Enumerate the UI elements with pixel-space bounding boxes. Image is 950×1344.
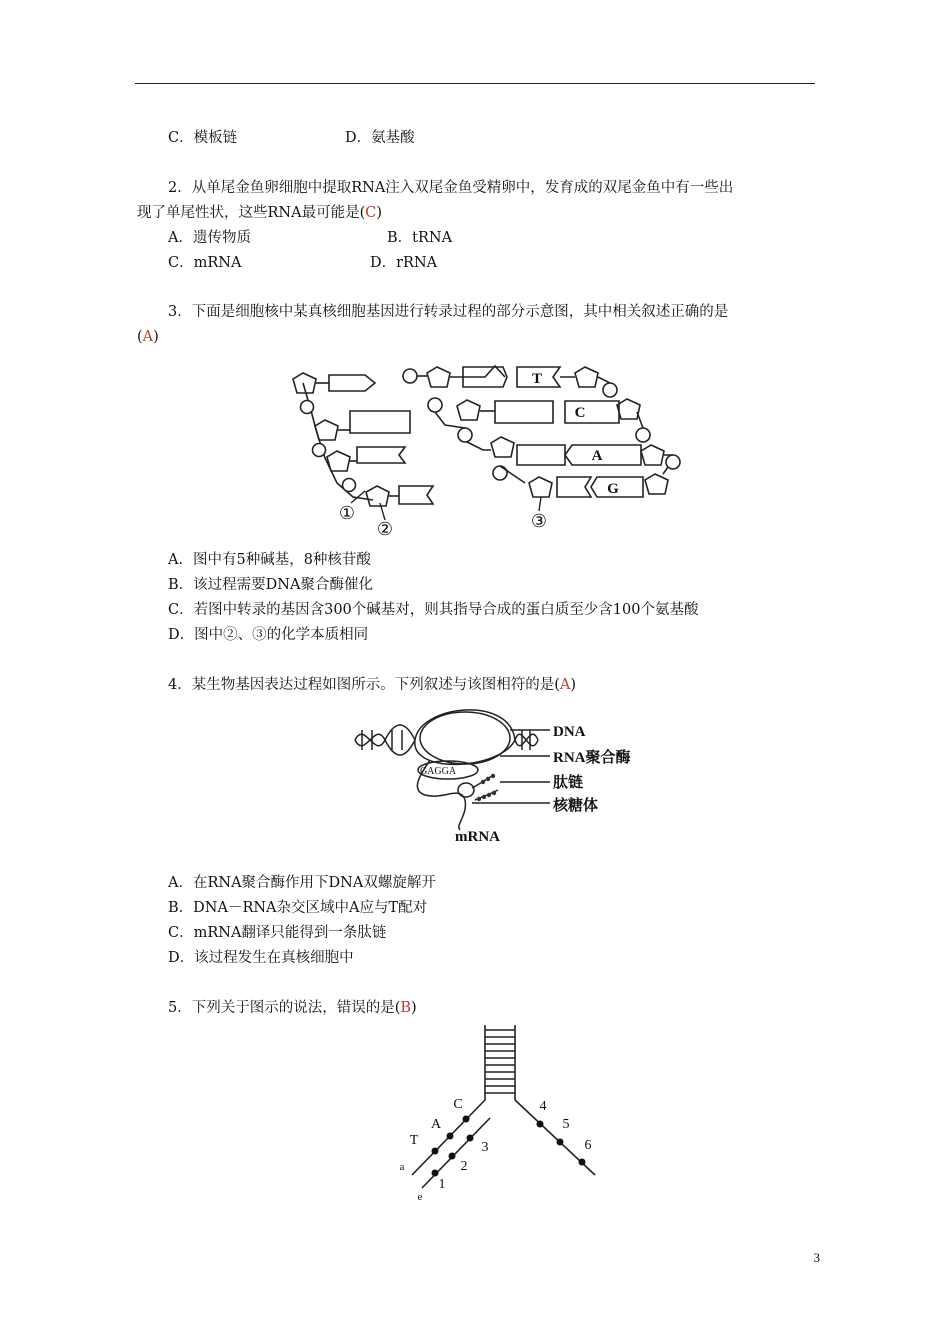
strand-a-label: a xyxy=(399,1161,405,1173)
label-2: ② xyxy=(376,519,394,539)
q1-option-c: C．模板链 xyxy=(168,130,238,146)
header-rule xyxy=(135,83,815,84)
peptide-label: 肽链 xyxy=(553,775,584,791)
mrna-sequence: GAGGA xyxy=(419,766,457,777)
base-t-label: T xyxy=(531,371,543,387)
q5-stem: 5．下列关于图示的说法，错误的是(B) xyxy=(168,1000,417,1016)
q2-stem-line2: 现了单尾性状，这些RNA最可能是(C) xyxy=(137,205,383,221)
q2-option-a: A．遗传物质 xyxy=(168,230,251,246)
base-g-label: G xyxy=(607,481,619,497)
q4-option-d: D．该过程发生在真核细胞中 xyxy=(168,950,354,966)
q2-stem-line1: 2．从单尾金鱼卵细胞中提取RNA注入双尾金鱼受精卵中，发育成的双尾金鱼中有一些出 xyxy=(168,180,734,196)
base-a: A xyxy=(430,1117,442,1132)
q2-option-b: B．tRNA xyxy=(387,230,453,246)
q3-option-b: B．该过程需要DNA聚合酶催化 xyxy=(168,577,373,593)
mrna-label: mRNA xyxy=(455,829,500,845)
q4-option-b: B．DNA－RNA杂交区域中A应与T配对 xyxy=(168,900,428,916)
num-1: 1 xyxy=(438,1177,446,1192)
num-6: 6 xyxy=(584,1138,592,1153)
q1-option-d: D．氨基酸 xyxy=(345,130,415,146)
q2-option-d: D．rRNA xyxy=(370,255,438,271)
base-c-label: C xyxy=(574,405,586,421)
num-2: 2 xyxy=(460,1159,468,1174)
q2-answer: C xyxy=(365,205,377,221)
ribosome-label: 核糖体 xyxy=(553,798,599,814)
q2-option-c: C．mRNA xyxy=(168,255,242,271)
label-1: ① xyxy=(338,503,356,523)
q3-stem-line1: 3．下面是细胞核中某真核细胞基因进行转录过程的部分示意图，其中相关叙述正确的是 xyxy=(168,304,729,320)
num-3: 3 xyxy=(481,1140,489,1155)
q4-stem: 4．某生物基因表达过程如图所示。下列叙述与该图相符的是(A) xyxy=(168,677,577,693)
q4-option-a: A．在RNA聚合酶作用下DNA双螺旋解开 xyxy=(168,875,436,891)
base-a-label: A xyxy=(591,448,603,464)
q3-option-a: A．图中有5种碱基，8种核苷酸 xyxy=(168,552,371,568)
q4-expression-figure xyxy=(350,700,640,845)
base-c: C xyxy=(453,1097,463,1112)
page-number: 3 xyxy=(813,1250,820,1265)
q3-option-d: D．图中②、③的化学本质相同 xyxy=(168,627,369,643)
base-t: T xyxy=(409,1133,419,1148)
q5-answer: B xyxy=(400,1000,412,1016)
dna-label: DNA xyxy=(553,724,586,740)
q3-stem-line2: (A) xyxy=(137,329,159,345)
num-5: 5 xyxy=(562,1117,570,1132)
strand-e-label: e xyxy=(417,1191,423,1203)
q5-replication-figure xyxy=(390,1020,605,1205)
q4-answer: A xyxy=(559,677,571,693)
rna-polymerase-label: RNA聚合酶 xyxy=(553,750,631,766)
q3-option-c: C．若图中转录的基因含300个碱基对，则其指导合成的蛋白质至少含100个氨基酸 xyxy=(168,602,699,618)
q3-transcription-figure xyxy=(285,355,685,540)
label-3: ③ xyxy=(530,511,548,531)
num-4: 4 xyxy=(539,1099,547,1114)
q3-answer: A xyxy=(142,329,154,345)
q4-option-c: C．mRNA翻译只能得到一条肽链 xyxy=(168,925,387,941)
